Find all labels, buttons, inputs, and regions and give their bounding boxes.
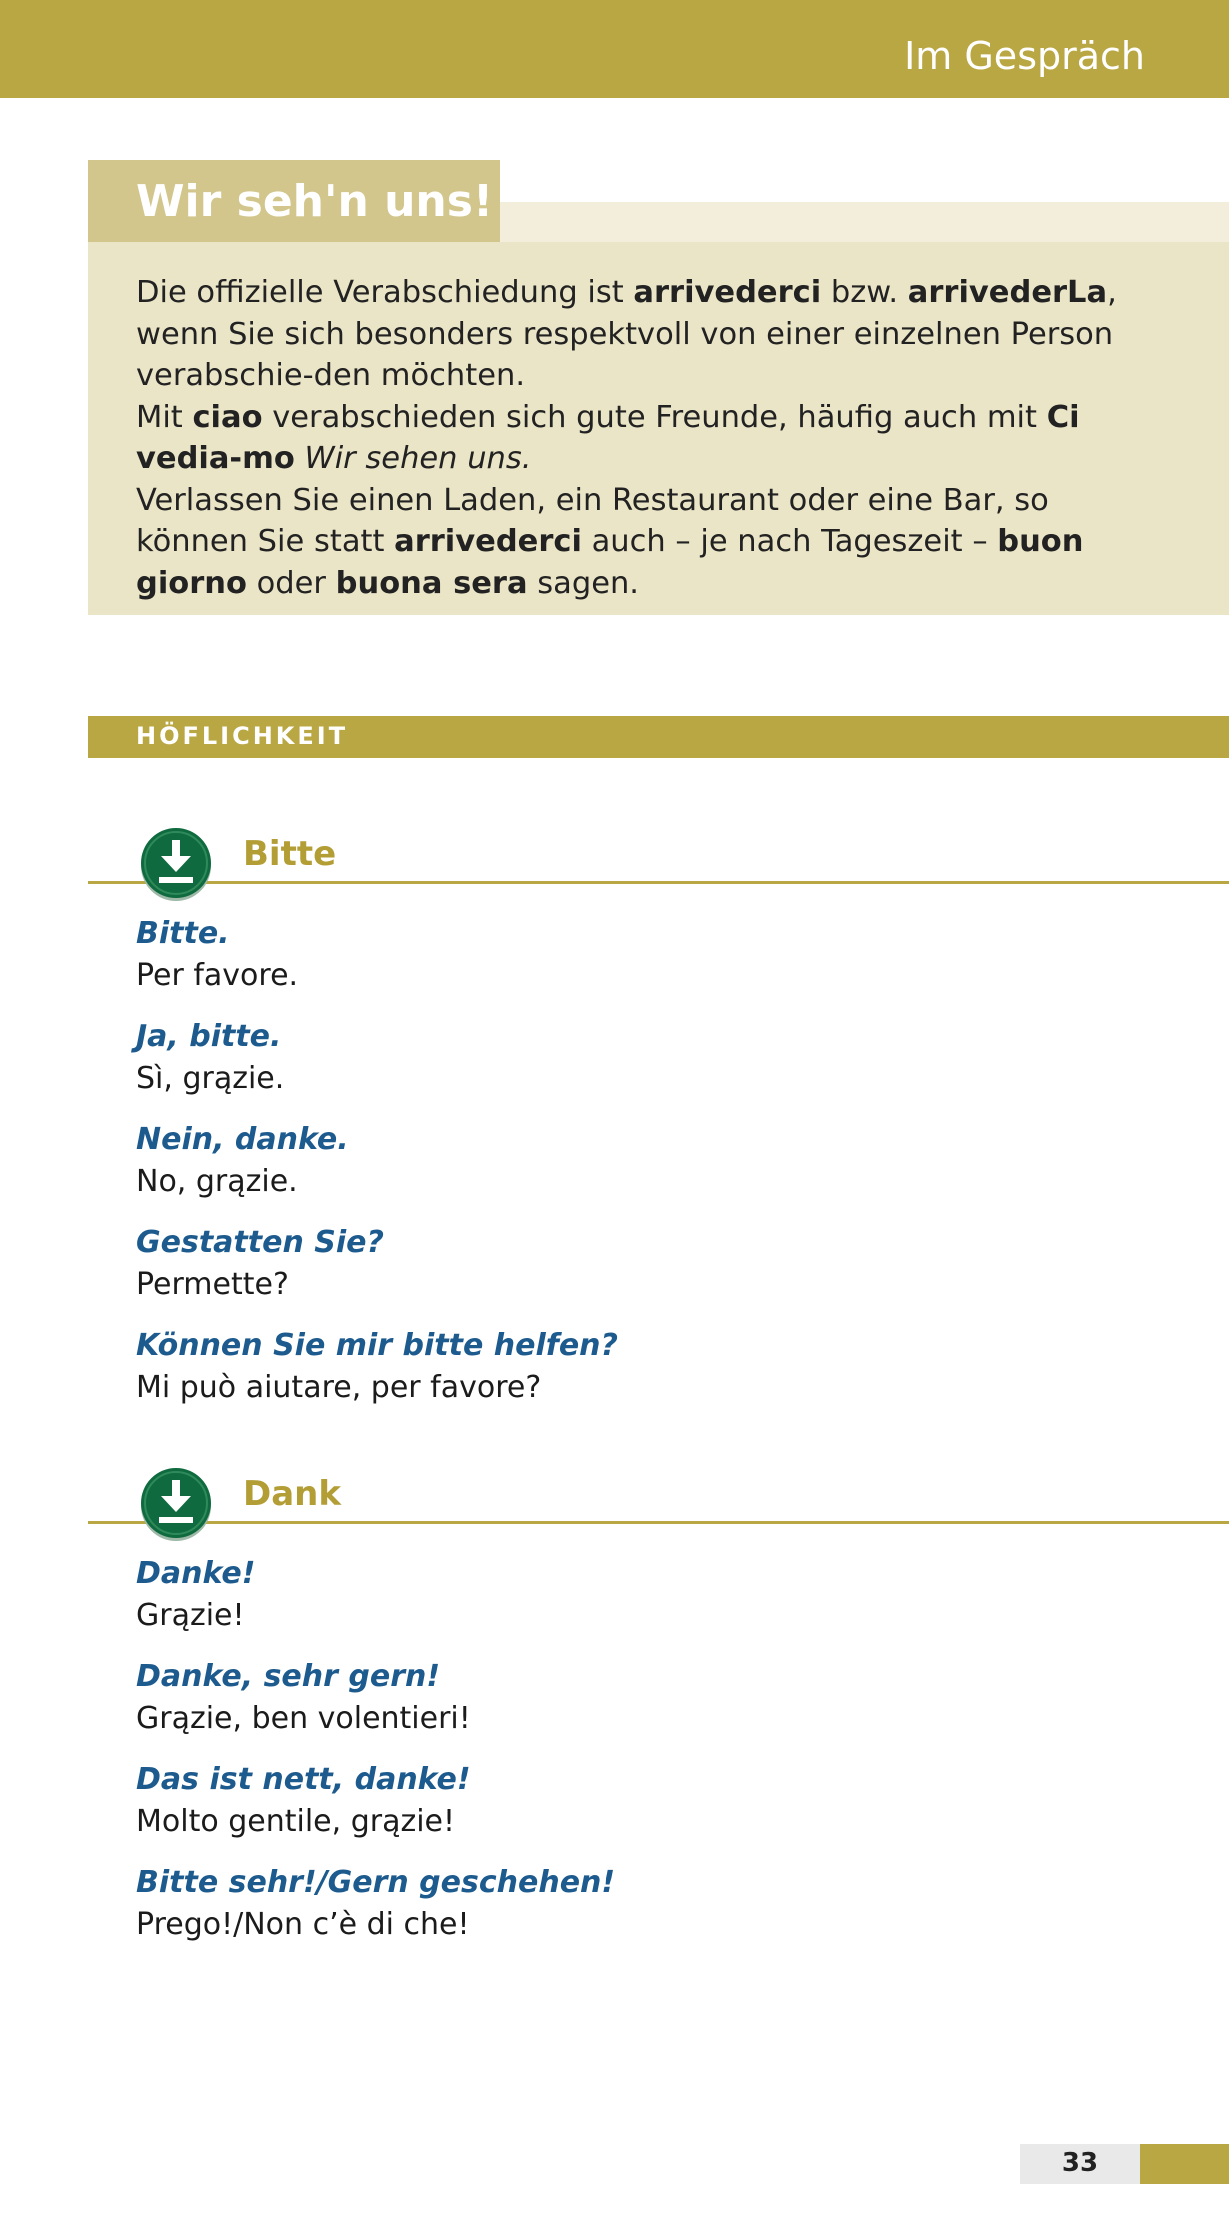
text-run: verabschieden sich gute Freunde, häufig auch mit	[262, 399, 1047, 435]
divider	[88, 1521, 1229, 1524]
text-run: Mit	[136, 399, 193, 435]
header-bar	[0, 0, 1229, 98]
phrase-pair	[136, 1554, 1136, 1636]
text-run: bzw.	[821, 275, 908, 310]
italian-phrase: Per favore.	[136, 958, 299, 993]
german-phrase: Gestatten Sie?	[136, 1225, 384, 1260]
subsection-title: Bitte	[243, 834, 337, 874]
bold-term: arrivederci	[633, 275, 822, 310]
bold-term: buona sera	[335, 565, 528, 601]
download-icon[interactable]	[138, 826, 214, 902]
german-phrase: Nein, danke.	[136, 1122, 349, 1157]
german-phrase: Können Sie mir bitte helfen?	[136, 1328, 618, 1363]
info-paragraph-3	[136, 480, 1156, 605]
text-run: sagen.	[527, 565, 639, 601]
phrase-pair	[136, 1017, 1136, 1099]
bold-term: arrivederci	[394, 524, 582, 559]
italian-phrase: Mi può aiutare, per favore?	[136, 1370, 542, 1405]
text-run	[295, 441, 305, 476]
german-phrase: Bitte sehr!/Gern geschehen!	[136, 1865, 616, 1900]
text-run: Verlassen Sie einen Laden, ein Restaurant oder eine Bar, so können Sie statt	[136, 482, 1049, 559]
phrase-pair	[136, 1326, 1136, 1408]
text-run: oder	[246, 565, 336, 601]
page-number-box	[1020, 2144, 1140, 2184]
subsection-header-dank	[88, 1466, 1229, 1546]
italic-translation: Wir sehen uns.	[304, 441, 532, 476]
section-label: HÖFLICHKEIT	[136, 722, 349, 750]
text-run: auch – je nach Tageszeit –	[581, 524, 998, 559]
german-phrase: Danke!	[136, 1556, 256, 1591]
italian-phrase: Prego!/Non c’è di che!	[136, 1907, 470, 1942]
text-run: , wenn Sie sich besonders respektvoll von einer einzelnen Person verabschie-den möchten.	[136, 275, 1117, 393]
italian-phrase: Grązie!	[136, 1598, 245, 1633]
page-number: 33	[1061, 2148, 1099, 2178]
bold-term: arrivederLa	[907, 275, 1108, 310]
info-box-tab-strip	[500, 202, 1229, 242]
subsection-header-bitte	[88, 826, 1229, 906]
italian-phrase: Molto gentile, grązie!	[136, 1804, 456, 1839]
german-phrase: Das ist nett, danke!	[136, 1762, 471, 1797]
divider	[88, 881, 1229, 884]
subsection-title: Dank	[243, 1474, 341, 1514]
german-phrase: Bitte.	[136, 916, 230, 951]
section-banner	[88, 716, 1229, 758]
phrase-pair	[136, 1657, 1136, 1739]
info-box	[88, 242, 1229, 615]
phrase-pair	[136, 1120, 1136, 1202]
download-icon[interactable]	[138, 1466, 214, 1542]
bold-term: buon giorno	[136, 524, 1084, 601]
phrase-pair	[136, 1223, 1136, 1305]
italian-phrase: Grązie, ben volentieri!	[136, 1701, 471, 1736]
italian-phrase: No, grązie.	[136, 1164, 298, 1199]
bold-term: ciao	[192, 399, 263, 435]
page-accent-bar	[1140, 2144, 1229, 2184]
german-phrase: Ja, bitte.	[136, 1019, 282, 1054]
italian-phrase: Sì, grązie.	[136, 1061, 285, 1096]
bold-term: Ci vedia-mo	[136, 399, 1080, 476]
info-paragraph-2	[136, 397, 1156, 480]
info-box-text	[136, 272, 1156, 604]
info-box-title: Wir seh'n uns!	[136, 176, 494, 227]
text-run: Die offizielle Verabschiedung ist	[136, 275, 634, 310]
chapter-title: Im Gespräch	[904, 34, 1145, 78]
info-paragraph-1	[136, 272, 1156, 397]
info-box-tab	[88, 160, 500, 242]
phrase-pair	[136, 1760, 1136, 1842]
phrase-pair	[136, 1863, 1136, 1945]
italian-phrase: Permette?	[136, 1267, 289, 1302]
german-phrase: Danke, sehr gern!	[136, 1659, 441, 1694]
phrase-pair	[136, 914, 1136, 996]
